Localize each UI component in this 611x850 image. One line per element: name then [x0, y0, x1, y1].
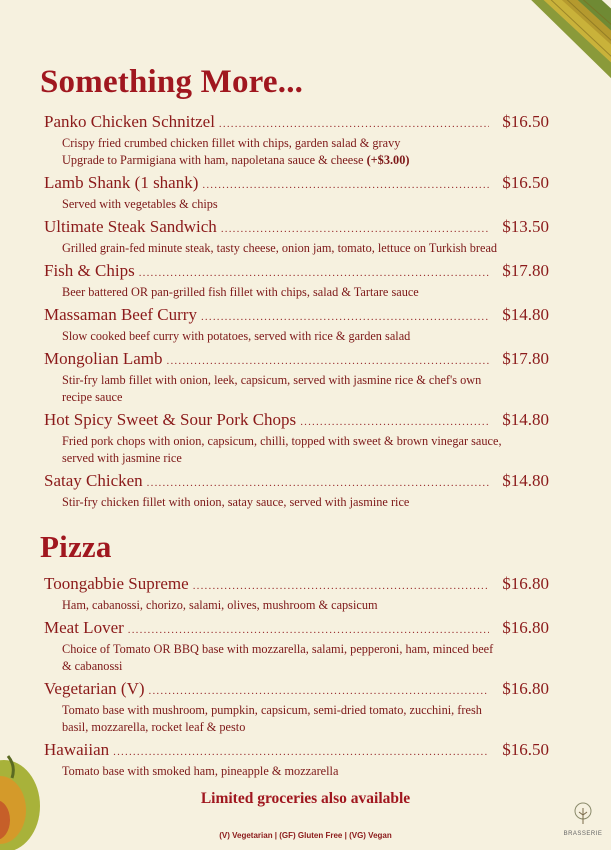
section-title-something-more: Something More... [40, 64, 304, 100]
menu-item-description [44, 152, 549, 169]
dot-leader [113, 742, 489, 763]
menu-item-name: Hot Spicy Sweet & Sour Pork Chops [44, 410, 297, 429]
menu-item-description-text: Upgrade to Parmigiana with ham, napoletana sauce & cheese [62, 153, 367, 167]
menu-item-header [44, 111, 549, 135]
menu-item-description [44, 494, 549, 511]
menu-item-header [44, 216, 549, 240]
menu-item-price: $16.80 [502, 618, 549, 637]
menu-item [44, 409, 549, 467]
menu-item-price: $16.50 [502, 112, 549, 131]
dot-leader [300, 412, 489, 433]
dot-leader [147, 473, 489, 494]
menu-item-description [44, 135, 549, 152]
dietary-legend: (V) Vegetarian | (GF) Gluten Free | (VG) Vegan [219, 831, 392, 840]
menu-item-name: Ultimate Steak Sandwich [44, 217, 217, 236]
menu-item-description-text: Crispy fried crumbed chicken fillet with chips, garden salad & gravy [62, 136, 401, 150]
dot-leader [149, 681, 489, 702]
dot-leader [167, 351, 489, 372]
menu-item-name: Fish & Chips [44, 261, 135, 280]
dot-leader [221, 219, 489, 240]
menu-item [44, 260, 549, 301]
menu-item-header [44, 348, 549, 372]
menu-item-description [44, 284, 549, 301]
menu-item-description [44, 433, 549, 467]
dot-leader [201, 307, 489, 328]
menu-item [44, 348, 549, 406]
groceries-tagline: Limited groceries also available [200, 790, 411, 807]
menu-item-name: Hawaiian [44, 740, 110, 759]
menu-item-description [44, 328, 549, 345]
menu-item-description-text: Slow cooked beef curry with potatoes, served with rice & garden salad [62, 329, 411, 343]
menu-item [44, 617, 549, 675]
menu-item [44, 304, 549, 345]
menu-list-something-more [44, 111, 549, 514]
menu-item-name: Satay Chicken [44, 471, 143, 490]
dot-leader [193, 576, 489, 597]
menu-item-description-text: Stir-fry lamb fillet with onion, leek, capsicum, served with jasmine rice & chef's own recipe sauce [62, 373, 482, 404]
menu-item [44, 573, 549, 614]
menu-item-price: $16.50 [502, 740, 549, 759]
dot-leader [202, 175, 489, 196]
menu-item [44, 216, 549, 257]
menu-item-header [44, 172, 549, 196]
menu-item-description-text: Ham, cabanossi, chorizo, salami, olives, mushroom & capsicum [62, 598, 378, 612]
menu-item-name: Panko Chicken Schnitzel [44, 112, 215, 131]
menu-item-description-text: Tomato base with mushroom, pumpkin, capsicum, semi-dried tomato, zucchini, fresh basil, mozzarella, rocket leaf & pesto [62, 703, 482, 734]
menu-item-description-text: Stir-fry chicken fillet with onion, satay sauce, served with jasmine rice [62, 495, 410, 509]
menu-item-header [44, 260, 549, 284]
menu-item-description-text: Beer battered OR pan-grilled fish fillet with chips, salad & Tartare sauce [62, 285, 419, 299]
menu-list-pizza [44, 573, 549, 783]
menu-item-description-text: Fried pork chops with onion, capsicum, chilli, topped with sweet & brown vinegar sauce, served with jasmine rice [62, 434, 502, 465]
menu-item-description-text: Choice of Tomato OR BBQ base with mozzarella, salami, pepperoni, ham, minced beef & cabanossi [62, 642, 494, 673]
menu-item [44, 172, 549, 213]
menu-item-description-text: Tomato base with smoked ham, pineapple & mozzarella [62, 764, 339, 778]
menu-item-name: Vegetarian (V) [44, 679, 145, 698]
menu-item-price: $14.80 [502, 305, 549, 324]
section-title-pizza: Pizza [40, 529, 112, 564]
menu-item-header [44, 470, 549, 494]
menu-item-price: $16.50 [502, 173, 549, 192]
dot-leader [128, 620, 489, 641]
menu-item [44, 470, 549, 511]
menu-item-header [44, 573, 549, 597]
menu-item-price: $14.80 [502, 410, 549, 429]
menu-item-description [44, 196, 549, 213]
menu-item-name: Mongolian Lamb [44, 349, 163, 368]
menu-item-price: $16.80 [502, 574, 549, 593]
menu-item-header [44, 617, 549, 641]
menu-item-header [44, 678, 549, 702]
corn-illustration [513, 0, 611, 84]
menu-item [44, 739, 549, 780]
menu-item-description [44, 240, 549, 257]
menu-item [44, 678, 549, 736]
menu-item-header [44, 409, 549, 433]
menu-item-description [44, 597, 549, 614]
menu-item-description-text: Grilled grain-fed minute steak, tasty cheese, onion jam, tomato, lettuce on Turkish bread [62, 241, 498, 255]
logo-wordmark: BRASSERIE [563, 831, 603, 837]
menu-item [44, 111, 549, 169]
menu-item-description [44, 702, 549, 736]
menu-item-description [44, 641, 549, 675]
menu-item-header [44, 739, 549, 763]
menu-item-header [44, 304, 549, 328]
menu-item-description-text: Served with vegetables & chips [62, 197, 218, 211]
menu-item-description [44, 372, 549, 406]
menu-item-name: Meat Lover [44, 618, 124, 637]
menu-item-name: Lamb Shank (1 shank) [44, 173, 199, 192]
dot-leader [219, 114, 489, 135]
menu-item-price: $16.80 [502, 679, 549, 698]
menu-item-description [44, 763, 549, 780]
menu-item-name: Massaman Beef Curry [44, 305, 197, 324]
menu-item-price: $14.80 [502, 471, 549, 490]
upgrade-price: (+$3.00) [366, 153, 410, 167]
dot-leader [139, 263, 489, 284]
menu-item-price: $13.50 [502, 217, 549, 236]
menu-item-name: Toongabbie Supreme [44, 574, 189, 593]
menu-item-price: $17.80 [502, 349, 549, 368]
menu-item-price: $17.80 [502, 261, 549, 280]
